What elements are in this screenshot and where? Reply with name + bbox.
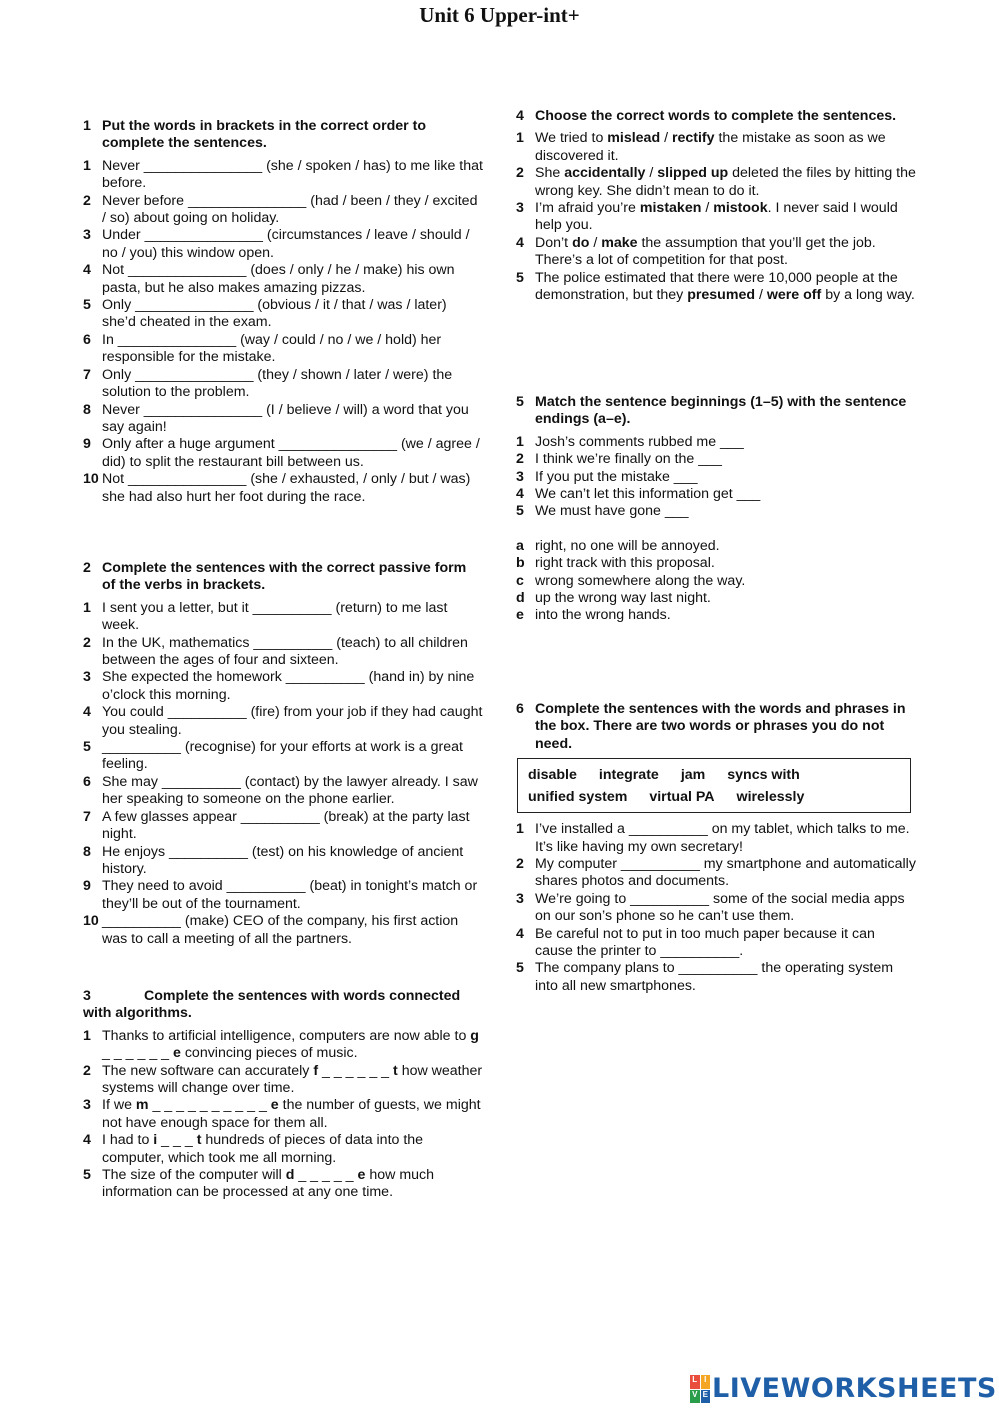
list-item (516, 538, 916, 555)
section-instruction: Complete the sentences with words connected with algorithms. (83, 988, 461, 1022)
item-number: 8 (83, 843, 91, 860)
item-number: 4 (83, 704, 91, 721)
exercise-list (83, 158, 483, 506)
box-word: disable (528, 767, 577, 784)
list-item (83, 1097, 483, 1132)
list-item (516, 486, 916, 503)
item-number: 5 (83, 297, 91, 314)
box-word: integrate (598, 767, 659, 784)
item-number: c (516, 572, 524, 589)
list-item (83, 1167, 483, 1202)
list-item (83, 669, 483, 704)
item-text: Under _______________ (circumstances / leave / should / no / you) this window open. (102, 227, 470, 261)
item-text: up the wrong way last night. (535, 590, 711, 607)
section-instruction: Complete the sentences with the words and phrases in the box. There are two words or phrases you do not need. (535, 701, 906, 752)
item-text: I sent you a letter, but it __________ (return) to me last week. (102, 599, 448, 634)
box-word: unified system (528, 789, 628, 806)
list-item (83, 158, 483, 193)
list-item (83, 600, 483, 635)
list-item (83, 332, 483, 367)
item-text: A few glasses appear __________ (break) at the party last night. (102, 808, 470, 843)
item-text: In the UK, mathematics __________ (teach) to all children between the ages of four and sixteen. (102, 634, 468, 669)
item-text: Only _______________ (they / shown / later / were) the solution to the problem. (102, 366, 453, 401)
item-text: We can’t let this information get ___ (535, 486, 761, 503)
item-text: wrong somewhere along the way. (535, 572, 746, 589)
item-number: 8 (83, 401, 91, 418)
item-text: In _______________ (way / could / no / we / hold) her responsible for the mistake. (102, 331, 442, 366)
list-item (83, 774, 483, 809)
list-item (83, 262, 483, 297)
liveworksheets-logo[interactable] (690, 1372, 997, 1406)
item-number: 3 (83, 227, 91, 244)
item-text: __________ (recognise) for your efforts at work is a great feeling. (102, 739, 463, 773)
section-5 (516, 394, 916, 625)
section-number: 4 (516, 108, 524, 124)
list-item (83, 1063, 483, 1098)
exercise-list (516, 130, 916, 304)
exercise-list (516, 821, 916, 995)
box-word: virtual PA (649, 789, 715, 806)
item-text: into the wrong hands. (535, 607, 671, 624)
item-text: Never _______________ (I / believe / will) a word that you say again! (102, 401, 469, 435)
logo-mark-square: V (690, 1390, 700, 1404)
item-number: 2 (83, 192, 91, 209)
list-item (83, 297, 483, 332)
item-number: 3 (516, 890, 524, 907)
item-text: The company plans to __________ the operating system into all new smartphones. (535, 960, 894, 994)
list-item (83, 436, 483, 471)
list-item (83, 844, 483, 879)
item-number: a (516, 537, 524, 554)
item-number: 4 (516, 234, 524, 251)
list-item (516, 590, 916, 607)
section-2-heading (83, 560, 483, 595)
item-number: 2 (516, 451, 524, 468)
logo-mark-icon (690, 1375, 710, 1403)
item-text: You could __________ (fire) from your job if they had caught you stealing. (102, 704, 483, 738)
section-instruction: Complete the sentences with the correct passive form of the verbs in brackets. (102, 560, 467, 594)
section-number: 2 (83, 560, 91, 576)
list-item (516, 960, 916, 995)
item-text: right, no one will be annoyed. (535, 537, 720, 554)
item-number: 3 (516, 200, 524, 217)
item-text: I think we’re finally on the ___ (535, 451, 722, 468)
item-text: Josh’s comments rubbed me ___ (535, 433, 744, 450)
item-number: 2 (83, 634, 91, 651)
item-text: Only _______________ (obvious / it / that / was / later) she’d cheated in the exam. (102, 297, 447, 331)
section-4 (516, 108, 916, 304)
logo-text: LIVEWORKSHEETS (712, 1373, 997, 1405)
list-item (516, 891, 916, 926)
list-item (516, 555, 916, 572)
item-number: 1 (83, 157, 91, 174)
item-number: 5 (516, 503, 524, 520)
logo-mark-square: E (701, 1390, 711, 1404)
item-text: If you put the mistake ___ (535, 468, 698, 485)
list-item (83, 878, 483, 913)
word-box (517, 758, 911, 813)
section-number: 6 (516, 701, 524, 717)
list-item (516, 469, 916, 486)
word-box-row (528, 788, 900, 806)
list-item (516, 856, 916, 891)
item-text: Don’t do / make the assumption that you’ll get the job. There’s a lot of competition for that post. (535, 234, 876, 269)
list-item (516, 503, 916, 520)
section-2 (83, 560, 483, 948)
item-text: I had to i _ _ _ t hundreds of pieces of data into the computer, which took me all morning. (102, 1132, 424, 1166)
item-number: 9 (83, 878, 91, 895)
item-text: The size of the computer will d _ _ _ _ _ e how much information can be processed at any one time. (102, 1167, 435, 1201)
word-box-row (528, 766, 900, 784)
list-item (516, 130, 916, 165)
section-6 (516, 701, 916, 995)
section-number: 1 (83, 118, 91, 134)
box-word: jam (680, 767, 706, 784)
exercise-list (83, 1028, 483, 1202)
item-number: 1 (83, 599, 91, 616)
section-5-heading (516, 394, 916, 429)
item-number: 3 (83, 1097, 91, 1114)
list-item (83, 704, 483, 739)
logo-mark-square: L (690, 1375, 700, 1389)
item-number: 1 (516, 821, 524, 838)
item-text: My computer __________ my smartphone and automatically shares photos and documents. (535, 856, 916, 890)
list-item (83, 227, 483, 262)
list-item (516, 270, 916, 305)
item-text: If we m _ _ _ _ _ _ _ _ _ _ e the number of guests, we might not have enough space for them all. (102, 1097, 481, 1131)
list-item (516, 926, 916, 961)
section-1-heading (83, 118, 483, 153)
section-instruction: Choose the correct words to complete the sentences. (535, 108, 897, 124)
item-number: 3 (516, 468, 524, 485)
item-number: 2 (83, 1062, 91, 1079)
list-item (83, 1028, 483, 1063)
section-3-heading (83, 988, 483, 1023)
box-word: syncs with (727, 767, 800, 784)
logo-mark-square: I (701, 1375, 711, 1389)
item-number: 1 (516, 130, 524, 147)
list-item (516, 200, 916, 235)
page-title: Unit 6 Upper-int+ (419, 3, 580, 27)
section-1 (83, 118, 483, 506)
item-text: Be careful not to put in too much paper because it can cause the printer to __________. (535, 925, 875, 960)
item-number: 4 (83, 262, 91, 279)
item-number: 6 (83, 773, 91, 790)
item-text: __________ (make) CEO of the company, his first action was to call a meeting of all the partners. (102, 913, 459, 947)
item-text: Never _______________ (she / spoken / has) to me like that before. (102, 157, 483, 192)
item-text: We must have gone ___ (535, 503, 689, 520)
item-number: 10 (83, 471, 99, 488)
item-text: Never before _______________ (had / been / they / excited / so) about going on holiday. (102, 192, 478, 227)
item-text: I’ve installed a __________ on my tablet, which talks to me. It’s like having my own secretary! (535, 821, 910, 855)
item-text: The new software can accurately f _ _ _ _ _ _ t how weather systems will change over time. (102, 1062, 483, 1097)
item-number: 2 (516, 165, 524, 182)
section-4-heading (516, 108, 916, 125)
list-item (83, 471, 483, 506)
list-item (516, 235, 916, 270)
item-text: She expected the homework __________ (hand in) by nine o’clock this morning. (102, 669, 475, 703)
exercise-list (83, 600, 483, 948)
list-item (83, 809, 483, 844)
list-item (516, 434, 916, 451)
item-number: 5 (516, 960, 524, 977)
item-number: 7 (83, 366, 91, 383)
list-item (83, 739, 483, 774)
item-number: b (516, 555, 525, 572)
list-item (516, 451, 916, 468)
item-text: We tried to mislead / rectify the mistake as soon as we discovered it. (535, 130, 886, 164)
list-item (516, 607, 916, 624)
item-text: right track with this proposal. (535, 555, 715, 572)
endings-list (516, 538, 916, 625)
item-number: 5 (83, 1167, 91, 1184)
item-number: 5 (83, 739, 91, 756)
list-item (83, 635, 483, 670)
list-item (83, 1132, 483, 1167)
list-item (516, 821, 916, 856)
list-item (83, 402, 483, 437)
list-item (83, 367, 483, 402)
section-instruction: Match the sentence beginnings (1–5) with the sentence endings (a–e). (535, 394, 907, 428)
item-number: 4 (83, 1132, 91, 1149)
item-text: She accidentally / slipped up deleted the files by hitting the wrong key. She didn’t mean to do it. (535, 165, 916, 199)
section-instruction: Put the words in brackets in the correct order to complete the sentences. (102, 118, 427, 152)
exercise-list (516, 434, 916, 521)
item-number: 4 (516, 925, 524, 942)
list-item (83, 913, 483, 948)
item-text: I’m afraid you’re mistaken / mistook. I never said I would help you. (535, 200, 898, 234)
item-text: Thanks to artificial intelligence, computers are now able to g _ _ _ _ _ _ e convincing pieces of music. (102, 1027, 479, 1062)
item-text: We’re going to __________ some of the social media apps on our son’s phone so he can’t use them. (535, 890, 905, 925)
item-number: 9 (83, 436, 91, 453)
item-text: She may __________ (contact) by the lawyer already. I saw her speaking to someone on the phone earlier. (102, 773, 478, 808)
item-text: Not _______________ (she / exhausted, / only / but / was) she had also hurt her foot during the race. (102, 471, 471, 505)
item-number: 5 (516, 269, 524, 286)
list-item (516, 165, 916, 200)
item-text: Not _______________ (does / only / he / make) his own pasta, but he also makes amazing pizzas. (102, 262, 455, 296)
item-number: 10 (83, 913, 99, 930)
item-text: He enjoys __________ (test) on his knowledge of ancient history. (102, 843, 464, 877)
item-number: 4 (516, 486, 524, 503)
item-number: 1 (83, 1027, 91, 1044)
item-number: 2 (516, 856, 524, 873)
section-number: 3 (83, 988, 91, 1004)
section-number: 5 (516, 394, 524, 410)
section-3 (83, 988, 483, 1202)
item-number: 1 (516, 433, 524, 450)
item-number: 6 (83, 331, 91, 348)
list-item (83, 193, 483, 228)
item-number: d (516, 590, 525, 607)
section-6-heading (516, 701, 916, 753)
list-item (516, 573, 916, 590)
item-number: 7 (83, 808, 91, 825)
item-text: They need to avoid __________ (beat) in tonight’s match or they’ll be out of the tournament. (102, 878, 478, 912)
box-word: wirelessly (736, 789, 805, 806)
item-text: Only after a huge argument _______________ (we / agree / did) to split the restaurant bill between us. (102, 436, 480, 470)
item-number: e (516, 607, 524, 624)
item-text: The police estimated that there were 10,000 people at the demonstration, but they presumed / were off by a long way. (535, 269, 915, 304)
item-number: 3 (83, 669, 91, 686)
